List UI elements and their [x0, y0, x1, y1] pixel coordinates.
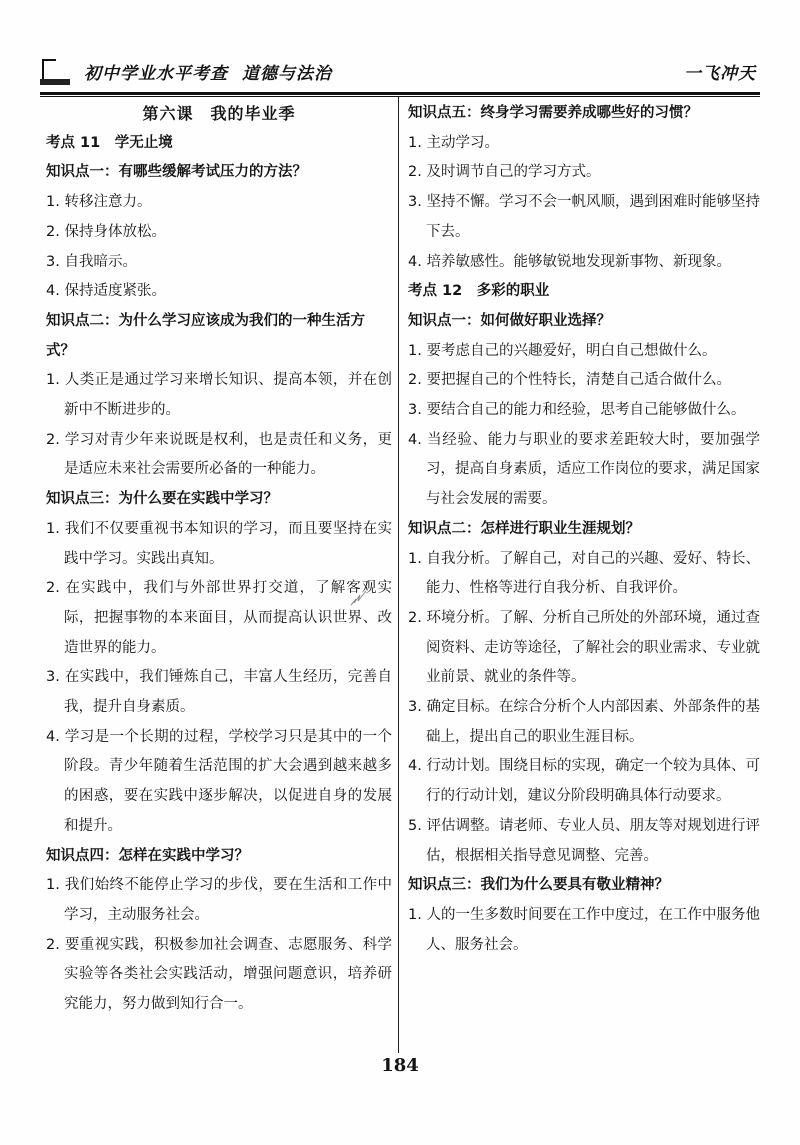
knowledge-heading: 知识点四：怎样在实践中学习？ [46, 847, 249, 864]
list-item: 4. 学习是一个长期的过程，学校学习只是其中的一个阶段。青少年随着生活范围的扩大会遇到越来越多的困惑，要在实践中逐步解决，以促进自身的发展和提升。 [46, 728, 392, 834]
list-item: 1. 主动学习。 [408, 134, 499, 151]
list-item: 2. 保持身体放松。 [46, 223, 166, 240]
knowledge-heading: 知识点五：终身学习需要养成哪些好的习惯？ [408, 105, 698, 121]
list-item: 4. 当经验、能力与职业的要求差距较大时，要加强学习，提高自身素质，适应工作岗位的要求，满足国家与社会发展的需要。 [408, 431, 760, 508]
list-item: 3. 在实践中，我们锤炼自己，丰富人生经历，完善自我，提升自身素质。 [46, 669, 392, 716]
page-number: 184 [381, 1055, 419, 1076]
page-header [40, 55, 760, 91]
header-rule [40, 92, 760, 95]
list-item: 4. 保持适度紧张。 [46, 283, 166, 300]
pencil-mark-icon [348, 585, 372, 609]
list-item: 2. 要重视实践，积极参加社会调查、志愿服务、科学实验等各类社会实践活动，增强问题意识，培养研究能力，努力做到知行合一。 [46, 936, 392, 1013]
list-item: 1. 自我分析。了解自己，对自己的兴趣、爱好、特长、能力、性格等进行自我分析、自我评价。 [408, 550, 760, 597]
series-title: 初中学业水平考查 [84, 64, 228, 84]
header-rule-thin [40, 96, 760, 97]
list-item: 1. 转移注意力。 [46, 194, 152, 211]
knowledge-heading: 知识点二：怎样进行职业生涯规划？ [408, 520, 640, 537]
knowledge-heading: 知识点二：为什么学习应该成为我们的一种生活方式？ [46, 312, 365, 359]
right-column [408, 99, 760, 960]
lesson-title: 第六课 我的毕业季 [142, 104, 296, 123]
list-item: 4. 培养敏感性。能够敏锐地发现新事物、新现象。 [408, 253, 731, 270]
list-item: 2. 要把握自己的个性特长，清楚自己适合做什么。 [408, 372, 731, 389]
list-item: 3. 自我暗示。 [46, 253, 137, 270]
list-item: 2. 及时调节自己的学习方式。 [408, 164, 601, 181]
list-item: 1. 人的一生多数时间要在工作中度过，在工作中服务他人、服务社会。 [408, 906, 760, 953]
running-title [84, 59, 332, 84]
list-item: 2. 在实践中，我们与外部世界打交道，了解客观实际，把握事物的本来面目，从而提高认识世界、改造世界的能力。 [46, 580, 392, 656]
list-item: 1. 人类正是通过学习来增长知识、提高本领，并在创新中不断进步的。 [46, 372, 392, 419]
section-heading: 考点 12 多彩的职业 [408, 283, 550, 300]
list-item: 3. 要结合自己的能力和经验，思考自己能够做什么。 [408, 402, 746, 419]
list-item: 1. 我们不仅要重视书本知识的学习，而且要坚持在实践中学习。实践出真知。 [46, 520, 392, 567]
brand-name: 一飞冲天 [684, 64, 756, 84]
knowledge-heading: 知识点一：有哪些缓解考试压力的方法？ [46, 164, 307, 181]
left-column [46, 99, 392, 1020]
column-divider [398, 97, 399, 1053]
knowledge-heading: 知识点三：我们为什么要具有敬业精神？ [408, 877, 669, 894]
subject-title: 道德与法治 [242, 64, 332, 84]
list-item: 2. 学习对青少年来说既是权利，也是责任和义务，更是适应未来社会需要所必备的一种能力。 [46, 431, 392, 478]
list-item: 5. 评估调整。请老师、专业人员、朋友等对规划进行评估，根据相关指导意见调整、完善。 [408, 817, 760, 864]
list-item: 2. 环境分析。了解、分析自己所处的外部环境，通过查阅资料、走访等途径，了解社会的职业需求、专业就业前景、就业的条件等。 [408, 609, 760, 686]
knowledge-heading: 知识点三：为什么要在实践中学习？ [46, 491, 278, 508]
list-item: 3. 确定目标。在综合分析个人内部因素、外部条件的基础上，提出自己的职业生涯目标。 [408, 699, 760, 745]
list-item: 4. 行动计划。围绕目标的实现，确定一个较为具体、可行的行动计划，建议分阶段明确具体行动要求。 [408, 758, 760, 805]
knowledge-heading: 知识点一：如何做好职业选择？ [408, 312, 611, 329]
book-logo-icon [40, 59, 70, 87]
list-item: 1. 我们始终不能停止学习的步伐，要在生活和工作中学习，主动服务社会。 [46, 877, 392, 923]
section-heading: 考点 11 学无止境 [46, 134, 173, 151]
list-item: 1. 要考虑自己的兴趣爱好，明白自己想做什么。 [408, 342, 717, 359]
list-item: 3. 坚持不懈。学习不会一帆风顺，遇到困难时能够坚持下去。 [408, 194, 760, 240]
